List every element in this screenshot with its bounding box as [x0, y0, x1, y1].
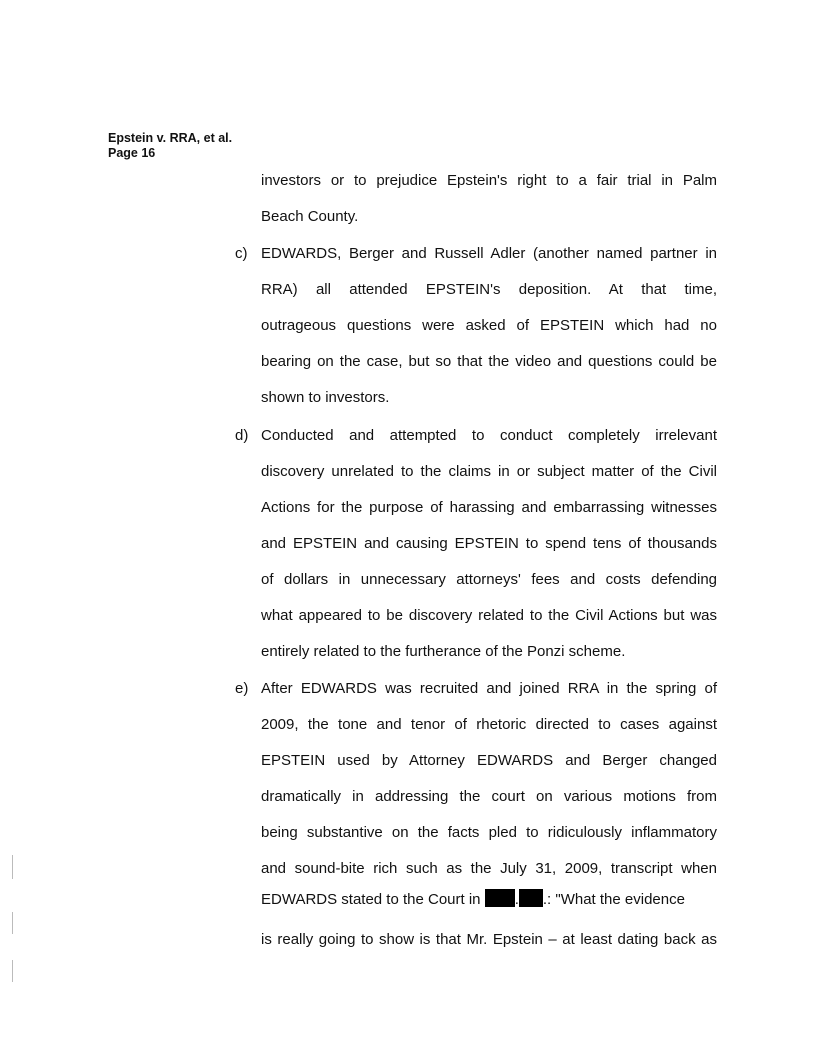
body-line: shown to investors. — [261, 389, 390, 406]
page-number: Page 16 — [108, 146, 156, 160]
body-line: and sound-bite rich such as the July 31, 2009, transcript when — [261, 860, 717, 877]
body-line: 2009, the tone and tenor of rhetoric directed to cases against — [261, 716, 717, 733]
redaction-block — [485, 889, 515, 907]
item-marker-e: e) — [235, 680, 249, 697]
body-line: what appeared to be discovery related to the Civil Actions but was — [261, 607, 717, 624]
case-caption: Epstein v. RRA, et al. — [108, 131, 233, 145]
body-line: discovery unrelated to the claims in or subject matter of the Civil — [261, 463, 717, 480]
redaction-block — [519, 889, 543, 907]
line-text-post: .: "What the evidence — [542, 891, 685, 908]
body-line: RRA) all attended EPSTEIN's deposition. At that time, — [261, 281, 717, 298]
body-line: investors or to prejudice Epstein's right to a fair trial in Palm — [261, 172, 717, 189]
line-text-pre: EDWARDS stated to the Court in — [261, 891, 485, 908]
body-line: is really going to show is that Mr. Epstein – at least dating back as — [261, 931, 717, 948]
item-marker-c: c) — [235, 245, 248, 262]
body-line: being substantive on the facts pled to ridiculously inflammatory — [261, 824, 717, 841]
case-header — [108, 131, 232, 161]
body-line: and EPSTEIN and causing EPSTEIN to spend tens of thousands — [261, 535, 717, 552]
body-line: EPSTEIN used by Attorney EDWARDS and Berger changed — [261, 752, 717, 769]
scan-artifact — [12, 855, 13, 879]
body-line: Conducted and attempted to conduct completely irrelevant — [261, 427, 717, 444]
item-marker-d: d) — [235, 427, 249, 444]
body-line: bearing on the case, but so that the video and questions could be — [261, 353, 717, 370]
body-line-redacted — [261, 889, 717, 909]
scan-artifact — [12, 912, 13, 934]
body-line: Beach County. — [261, 208, 359, 225]
body-line: outrageous questions were asked of EPSTEIN which had no — [261, 317, 717, 334]
body-line: EDWARDS, Berger and Russell Adler (another named partner in — [261, 245, 717, 262]
scan-artifact — [12, 960, 13, 982]
body-line: dramatically in addressing the court on various motions from — [261, 788, 717, 805]
body-line: of dollars in unnecessary attorneys' fees and costs defending — [261, 571, 717, 588]
body-line: Actions for the purpose of harassing and embarrassing witnesses — [261, 499, 717, 516]
body-line: entirely related to the furtherance of the Ponzi scheme. — [261, 643, 626, 660]
line-text-sep: . — [514, 891, 519, 908]
body-line: After EDWARDS was recruited and joined RRA in the spring of — [261, 680, 717, 697]
